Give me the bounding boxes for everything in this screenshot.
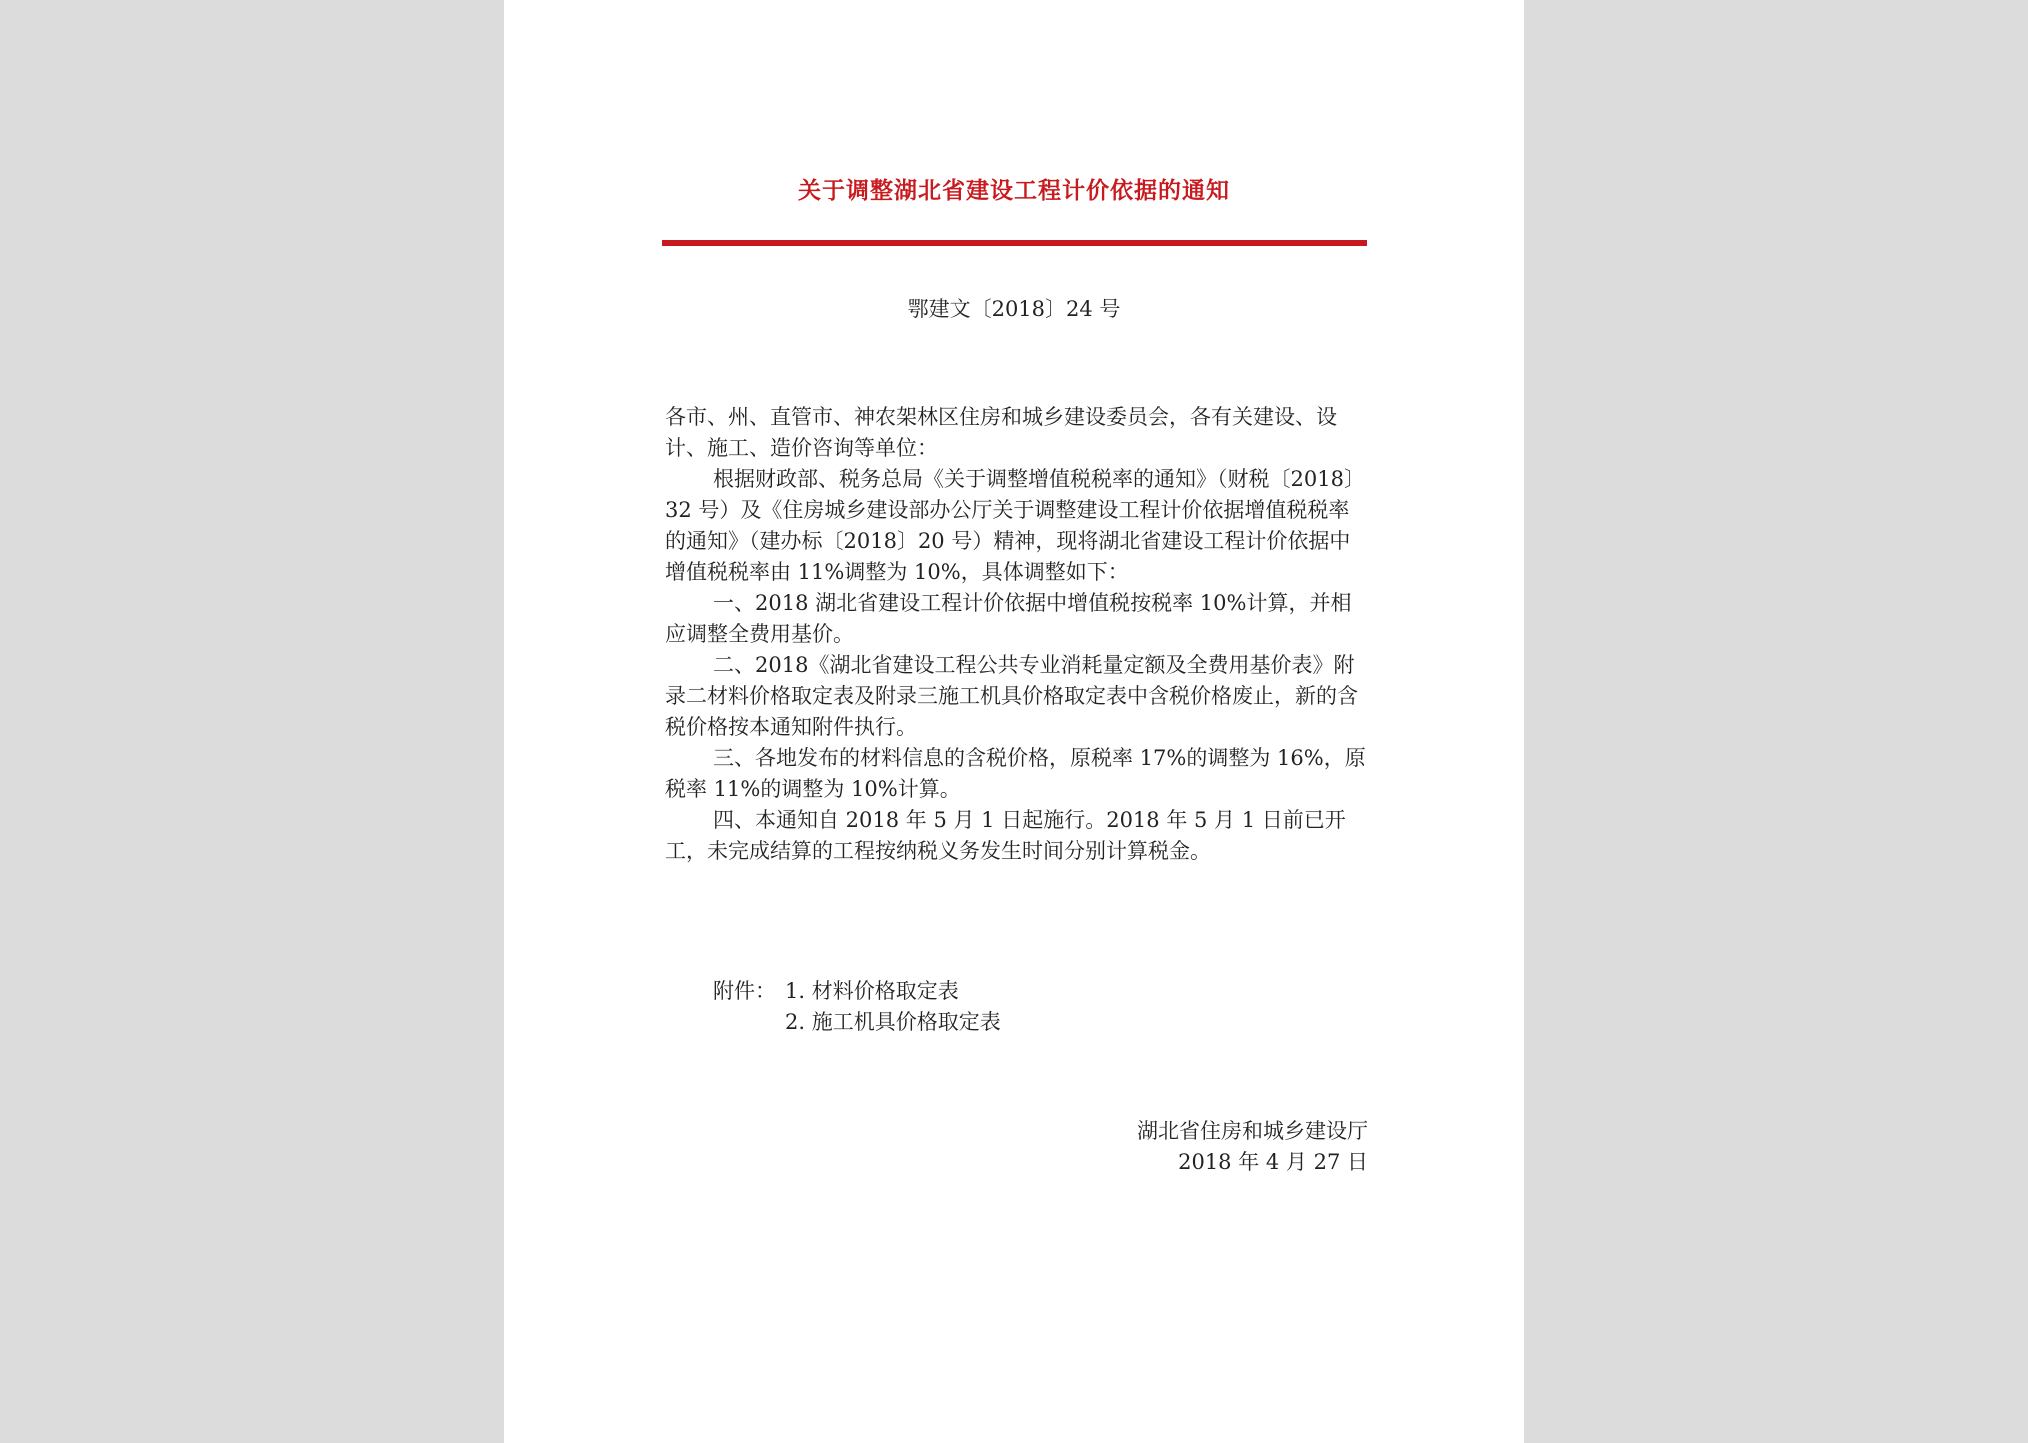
issue-date: 2018 年 4 月 27 日 [1178, 1150, 1368, 1174]
red-header-rule [662, 240, 1367, 246]
document-title: 关于调整湖北省建设工程计价依据的通知 [798, 178, 1230, 204]
attachments-block [713, 976, 1001, 1038]
document-body [665, 402, 1368, 867]
paragraph-item-1: 一、2018 湖北省建设工程计价依据中增值税按税率 10%计算，并相应调整全费用基价。 [665, 591, 1352, 646]
signature-block [1104, 1116, 1368, 1178]
attachment-row [713, 1007, 1001, 1038]
paragraph-item-4: 四、本通知自 2018 年 5 月 1 日起施行。2018 年 5 月 1 日前已开工，未完成结算的工程按纳税义务发生时间分别计算税金。 [665, 808, 1346, 863]
paragraph-intro: 根据财政部、税务总局《关于调整增值税税率的通知》（财税〔2018〕32 号）及《住房城乡建设部办公厅关于调整建设工程计价依据增值税税率的通知》（建办标〔2018〕20 号）精神，现将湖北省建设工程计价依据中增值税税率由 11%调整为 10%，具体调整如下： [665, 467, 1365, 584]
attachments-label: 附件： [713, 979, 776, 1003]
salutation: 各市、州、直管市、神农架林区住房和城乡建设委员会，各有关建设、设计、施工、造价咨询等单位： [665, 405, 1337, 460]
document-page [504, 0, 1524, 1443]
document-number: 鄂建文〔2018〕24 号 [907, 297, 1121, 321]
attachment-item: 2. 施工机具价格取定表 [785, 1010, 1001, 1034]
attachment-row [713, 976, 1001, 1007]
attachment-item: 1. 材料价格取定表 [785, 979, 959, 1003]
paragraph-item-3: 三、各地发布的材料信息的含税价格，原税率 17%的调整为 16%，原税率 11%的调整为 10%计算。 [665, 746, 1366, 801]
paragraph-item-2: 二、2018《湖北省建设工程公共专业消耗量定额及全费用基价表》附录二材料价格取定表及附录三施工机具价格取定表中含税价格废止，新的含税价格按本通知附件执行。 [665, 653, 1358, 739]
issuer-name: 湖北省住房和城乡建设厅 [1137, 1119, 1368, 1143]
